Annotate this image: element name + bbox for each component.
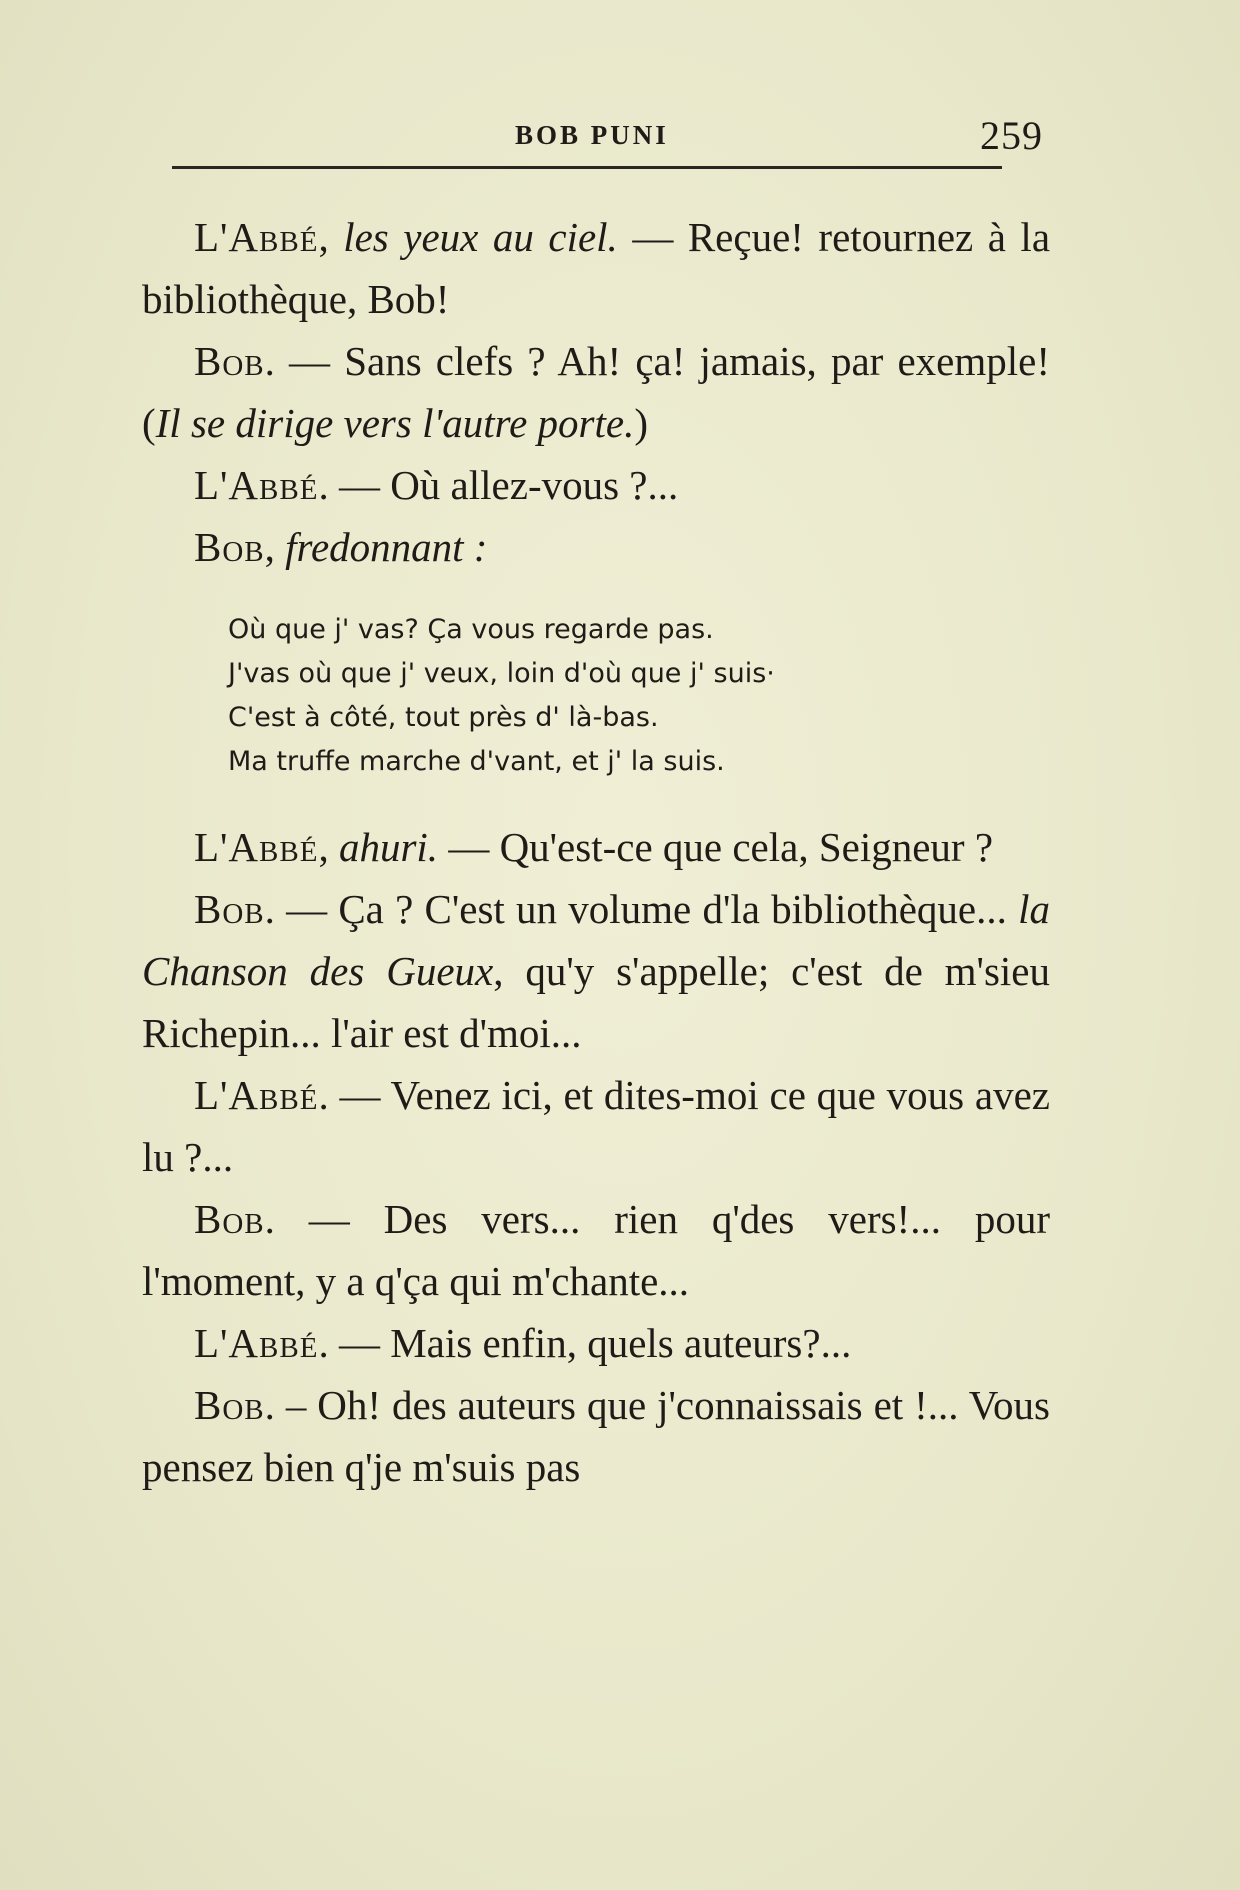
page-number: 259	[980, 113, 1043, 158]
paragraph	[142, 1064, 1050, 1188]
speaker-name: Bob	[194, 1196, 265, 1242]
dialogue-text: . — Des vers... rien q'des vers!... pour l'moment, y a q'ça qui m'chante...	[142, 1196, 1050, 1304]
paragraph	[142, 1312, 1050, 1374]
paragraph: L'Abbé, les yeux au ciel. — Reçue! retournez à la bibliothèque, Bob!	[142, 214, 1051, 322]
speaker-name: L'Abbé	[194, 214, 319, 260]
stage-direction: fredonnant :	[285, 524, 488, 570]
book-title: la Chanson des Gueux	[142, 886, 1051, 994]
header-rule	[172, 166, 1002, 169]
paragraph: Bob, fredonnant :	[194, 524, 488, 570]
dialogue-text: . — Où allez-vous ?...	[318, 462, 679, 508]
speaker-name: L'Abbé	[194, 1072, 319, 1118]
dialogue-text: . — Sans clefs ? Ah! ça! jamais, par exemple! (	[142, 338, 1050, 446]
paragraph	[142, 454, 1050, 516]
speaker-name: Bob	[194, 1382, 265, 1428]
body-text	[142, 206, 1050, 1498]
speaker-name: Bob	[194, 524, 265, 570]
stage-direction: les yeux au ciel.	[343, 214, 618, 260]
running-title: BOB PUNI	[515, 120, 669, 150]
dialogue-text: — Qu'est-ce que cela, Seigneur ?	[448, 824, 994, 870]
stage-direction: Il se dirige vers l'autre porte.	[155, 400, 635, 446]
speaker-name: L'Abbé	[194, 462, 319, 508]
dialogue-text: . — Venez ici, et dites-moi ce que vous avez lu ?...	[142, 1072, 1050, 1180]
dialogue-text: . – Oh! des auteurs que j'connaissais et !... Vous pensez bien q'je m'suis pas	[142, 1382, 1050, 1490]
dialogue-text: . — Ça ? C'est un volume d'la bibliothèque...	[264, 886, 1007, 932]
dialogue-text: )	[634, 400, 648, 446]
paragraph	[142, 1188, 1050, 1312]
paragraph	[142, 330, 1050, 454]
song-verse	[228, 608, 1050, 784]
running-head	[0, 112, 1240, 162]
dialogue-text: . — Mais enfin, quels auteurs?...	[318, 1320, 852, 1366]
speaker-name: Bob	[194, 886, 265, 932]
speaker-name: Bob	[194, 338, 265, 384]
paragraph	[142, 878, 1050, 1064]
paragraph: L'Abbé, ahuri. — Qu'est-ce que cela, Seigneur ?	[194, 824, 994, 870]
speaker-name: L'Abbé	[194, 824, 319, 870]
paragraph	[142, 1374, 1050, 1498]
speaker-name: L'Abbé	[194, 1320, 319, 1366]
stage-direction: ahuri.	[338, 824, 439, 870]
verse-line: C'est à côté, tout près d' là-bas.	[228, 702, 659, 733]
verse-line: Où que j' vas? Ça vous regarde pas.	[228, 614, 714, 645]
dialogue-text: , qu'y s'appelle; c'est de m'sieu Richepin... l'air est d'moi...	[142, 948, 1050, 1056]
verse-line: Ma truffe marche d'vant, et j' la suis.	[228, 746, 725, 777]
verse-line: J'vas où que j' veux, loin d'où que j' suis·	[228, 658, 775, 689]
dialogue-text: — Reçue! retournez à la bibliothèque, Bob!	[142, 214, 1051, 322]
